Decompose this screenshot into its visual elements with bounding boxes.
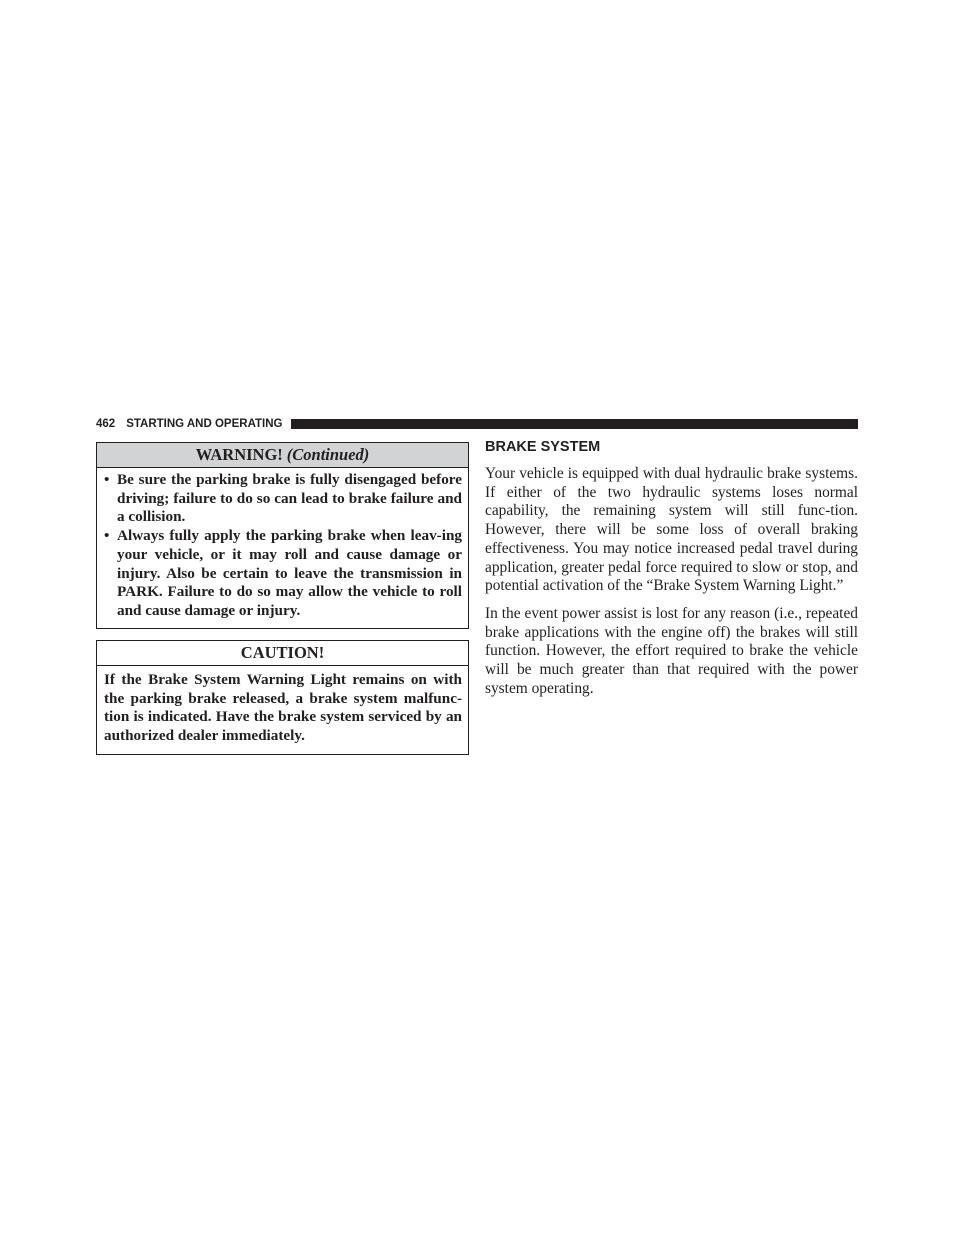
page-number: 462 — [96, 418, 116, 430]
caution-body: If the Brake System Warning Light remains on with the parking brake released, a brake system malfunc-tion is indicated. Have the brake system serviced by an authorized dealer immediately. — [104, 671, 462, 745]
warning-item: • Always fully apply the parking brake when leav-ing your vehicle, or it may roll and cause damage or injury. Also be certain to leave the transmission in PARK. Failure to do so may allow the vehicle to roll and cause damage or injury. — [104, 527, 462, 621]
warning-list — [97, 468, 468, 628]
brake-system-section — [485, 438, 858, 707]
section-heading: BRAKE SYSTEM — [485, 439, 601, 455]
warning-continued-label: (Continued) — [286, 445, 370, 464]
section-title: STARTING AND OPERATING — [126, 418, 283, 430]
warning-label: WARNING! — [195, 445, 283, 464]
warning-title — [97, 443, 468, 468]
header-rule — [291, 419, 859, 429]
caution-box — [96, 640, 469, 755]
warning-box — [96, 442, 469, 629]
caution-title: CAUTION! — [97, 641, 468, 666]
paragraph: Your vehicle is equipped with dual hydraulic brake systems. If either of the two hydraulic systems loses normal capability, the remaining system will still func-tion. However, there will be some loss of overall braking effectiveness. You may notice increased pedal travel during application, greater pedal force required to slow or stop, and potential activation of the “Brake System Warning Light.” — [485, 465, 858, 595]
page-header — [96, 417, 858, 431]
warning-item: • Be sure the parking brake is fully disengaged before driving; failure to do so can lead to brake failure and a collision. — [104, 471, 462, 527]
paragraph: In the event power assist is lost for any reason (i.e., repeated brake applications with the engine off) the brakes will still function. However, the effort required to brake the vehicle will be much greater than that required with the power system operating. — [485, 604, 858, 697]
